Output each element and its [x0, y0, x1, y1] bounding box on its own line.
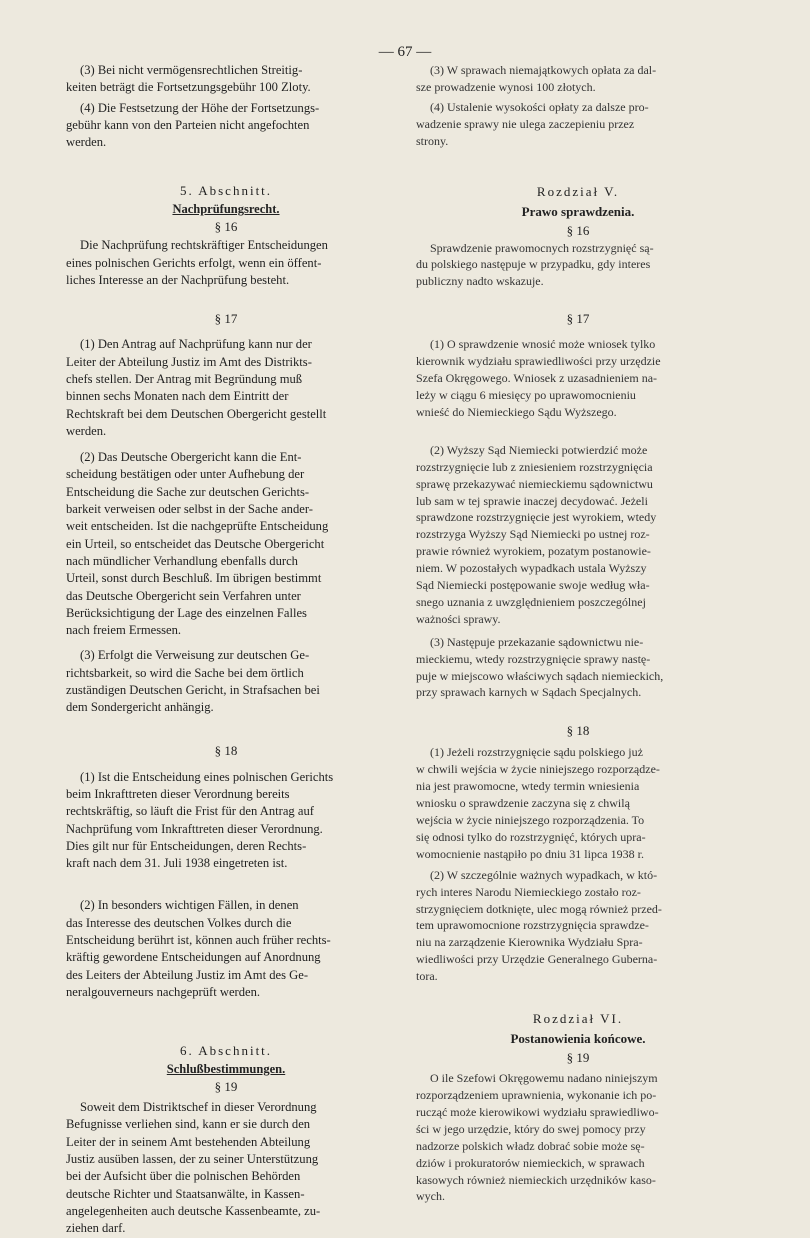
- chapter-heading: 5. Abschnitt.: [179, 183, 273, 199]
- paragraph: (3) Bei nicht vermögensrechtlichen Streitig- keiten beträgt die Fortsetzungsgebühr 100 Zloty.: [66, 63, 311, 95]
- paragraph: (4) Die Festsetzung der Höhe der Fortsetzungs- gebühr kann von den Parteien nicht angefochten werden.: [66, 100, 320, 150]
- paragraph: (1) O sprawdzenie wnosić może wniosek tylko kierownik wydziału sprawiedliwości przy urzędzie Szefa Okręgowego. Wniosek z uzasadnieniem na- leży w ciągu 6 miesięcy po uprawomocnieniu wnieść do Niemieckiego Sądu Wyższego.: [416, 337, 661, 419]
- section-heading: § 16: [214, 219, 238, 235]
- chapter-title: Prawo sprawdzenia.: [521, 203, 635, 219]
- paragraph: (3) Erfolgt die Verweisung zur deutschen Ge- richtsbarkeit, so wird die Sache bei dem örtlich zuständigen Deutschen Gericht, in Strafsachen bei dem Sondergericht anhängig.: [66, 648, 320, 715]
- section-heading: § 19: [566, 1050, 590, 1066]
- paragraph: (1) Den Antrag auf Nachprüfung kann nur der Leiter der Abteilung Justiz im Amt des Distrikts- chefs stellen. Der Antrag mit Begründung muß binnen sechs Monaten nach dem Eintritt der Rechtskraft bei dem Deutschen Obergericht gestellt werden.: [66, 337, 327, 438]
- chapter-title: Postanowienia końcowe.: [510, 1031, 646, 1047]
- paragraph: O ile Szefowi Okręgowemu nadano niniejszym rozporządzeniem uprawnienia, wykonanie ich po- rucząć może kierowikowi wydziału sprawiedliwo- ści w jego urzędzie, który do swej pomocy przy nadzorze polskich władz dobrać sobie może sę- dziów i prokuratorów niemieckich, w sprawach kasowych również niemieckich urzędników kaso- wych.: [416, 1071, 659, 1204]
- paragraph: (2) In besonders wichtigen Fällen, in denen das Interesse des deutschen Volkes durch die Entscheidung berührt ist, können auch früher rechts- kräftig gewordene Entscheidungen auf Anordnung des Leiters der Abteilung Justiz im Amt des Ge- neralgouverneurs nachgeprüft werden.: [66, 898, 331, 999]
- section-heading: § 16: [566, 222, 590, 238]
- paragraph: Soweit dem Distriktschef in dieser Verordnung Befugnisse verliehen sind, kann er sie durch den Leiter der in seinem Amt bestehenden Abteilung Justiz ausüben lassen, der zu seiner Unterstützung bei der Aufsicht über die polnischen Behörden deutsche Richter und Staatsanwälte, in Kassen- angelegenheiten auch deutsche Kassenbeamte, zu- ziehen darf.: [66, 1100, 321, 1236]
- paragraph: (2) Wyższy Sąd Niemiecki potwierdzić może rozstrzygnięcie lub z zniesieniem rozstrzygnięcia sprawę przekazywać niemieckiemu sądownictwu lub sam w tej sprawie inaczej decydować. Jeżeli sprawdzone rozstrzygnięcie jest wyrokiem, wtedy rozstrzyga Wyższy Sąd Niemiecki po ustnej roz- prawie również wyrokiem, pozatym postanowie- niem. W pozostałych wypadkach ustala Wyższy Sąd Niemiecki postępowanie swoje według wła- snego uznania z uwzględnieniem poszczególnej ważności sprawy.: [416, 442, 657, 626]
- paragraph: Die Nachprüfung rechtskräftiger Entscheidungen eines polnischen Gerichts erfolgt, wenn ein öffent- liches Interesse an der Nachprüfung besteht.: [66, 238, 328, 288]
- section-heading: § 19: [214, 1079, 238, 1095]
- paragraph: (3) W sprawach niemajątkowych opłata za dal- sze prowadzenie wynosi 100 złotych.: [416, 63, 657, 94]
- paragraph: (3) Następuje przekazanie sądownictwu nie- mieckiemu, wtedy rozstrzygnięcie sprawy nastę- puje w miejscowo właściwych sądach niemieckich, przy sprawach karnych w Sądach Specjalnych.: [416, 634, 664, 700]
- paragraph: (1) Jeżeli rozstrzygnięcie sądu polskiego już w chwili wejścia w życie niniejszego rozporządze- nia jest prawomocne, wtedy termin wniesienia wniosku o sprawdzenie zaczyna się z chwilą wejścia w życie niniejszego rozporządzenia. To się odnosi tylko do rozstrzygnięć, których upra- womocnienie nastąpiło po dniu 31 lipca 1938 r.: [416, 745, 660, 861]
- page-number: — 67 —: [378, 44, 432, 60]
- section-heading: § 17: [214, 311, 238, 327]
- section-heading: § 18: [214, 742, 238, 758]
- german-column: [66, 62, 386, 1238]
- chapter-title: Nachprüfungsrecht.: [172, 202, 280, 217]
- paragraph: (4) Ustalenie wysokości opłaty za dalsze pro- wadzenie sprawy nie ulega zaczepieniu przez strony.: [416, 99, 649, 148]
- chapter-title: Schlußbestimmungen.: [166, 1062, 286, 1077]
- chapter-heading: 6. Abschnitt.: [179, 1043, 273, 1059]
- paragraph: (1) Ist die Entscheidung eines polnischen Gerichts beim Inkrafttreten dieser Verordnung bereits rechtskräftig, so läuft die Frist für den Antrag auf Nachprüfung vom Inkrafttreten dieser Verordnung. Dies gilt nur für Entscheidungen, deren Rechts- kraft nach dem 31. Juli 1938 eingetreten ist.: [66, 769, 334, 871]
- paragraph: (2) W szczególnie ważnych wypadkach, w któ- rych interes Narodu Niemieckiego zostało roz- strzygnięciem dotknięte, ulec mogą również przed- tem uprawomocnione rozstrzygnięcia sprawdze- niu na zarządzenie Kierownika Wydziału Spra- wiedliwości przy Urzędzie Generalnego Guberna- tora.: [416, 867, 662, 984]
- chapter-heading: Rozdział V.: [536, 183, 620, 199]
- section-heading: § 17: [566, 311, 590, 327]
- chapter-heading: Rozdział VI.: [532, 1011, 624, 1027]
- polish-column: [416, 62, 740, 1205]
- section-heading: § 18: [566, 723, 590, 739]
- paragraph: Sprawdzenie prawomocnych rozstrzygnięć są- du polskiego następuje w przypadku, gdy interes publiczny nadto wskazuje.: [416, 240, 654, 289]
- paragraph: (2) Das Deutsche Obergericht kann die Ent- scheidung bestätigen oder unter Aufhebung der Entscheidung die Sache zur deutschen Gerichts- barkeit verweisen oder selbst in der Sache ander- weit entscheiden. Ist die nachgeprüfte Entscheidung ein Urteil, so entscheidet das Deutsche Obergericht nach mündlicher Verhandlung ebenfalls durch Urteil, sonst durch Beschluß. Im übrigen bestimmt das Deutsche Obergericht sein Verfahren unter Berücksichtigung der Lage des einzelnen Falles nach freiem Ermessen.: [66, 450, 329, 638]
